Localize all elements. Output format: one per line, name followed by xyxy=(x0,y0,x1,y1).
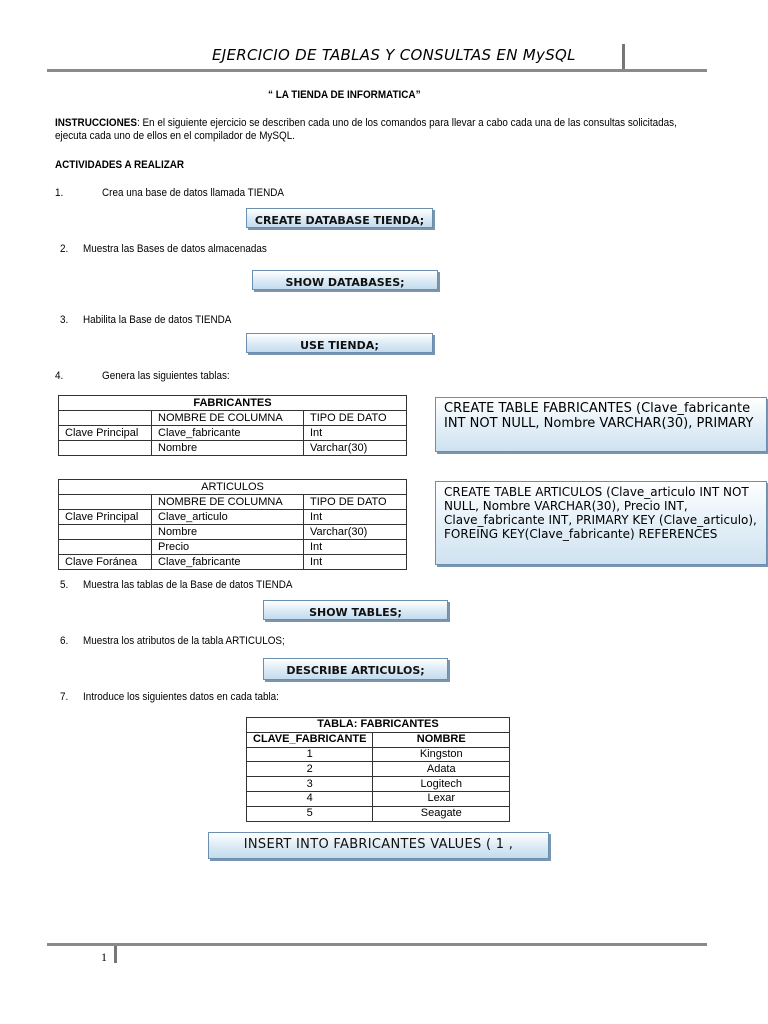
step-number: 6. xyxy=(60,635,69,647)
table-header: NOMBRE xyxy=(373,732,510,747)
articulos-definition-table xyxy=(58,479,407,570)
table-cell: Adata xyxy=(373,762,510,777)
table-cell: Kingston xyxy=(373,747,510,762)
table-cell: Nombre xyxy=(152,441,304,456)
step-number: 2. xyxy=(60,243,69,255)
table-cell: 3 xyxy=(247,777,373,792)
fabricantes-definition-table xyxy=(58,395,407,456)
step-text: Genera las siguientes tablas: xyxy=(102,370,230,382)
table-cell: 4 xyxy=(247,791,373,806)
table-row xyxy=(59,441,407,456)
describe-articulos-command[interactable]: DESCRIBE ARTICULOS; xyxy=(263,658,448,680)
table-cell: Lexar xyxy=(373,791,510,806)
page-number: 1 xyxy=(101,950,107,964)
step-text: Introduce los siguientes datos en cada tabla: xyxy=(83,691,279,703)
use-tienda-command[interactable]: USE TIENDA; xyxy=(246,333,433,353)
table-row xyxy=(59,426,407,441)
table-cell xyxy=(59,411,152,426)
step-text: Muestra las tablas de la Base de datos TIENDA xyxy=(83,579,293,591)
table-cell: Varchar(30) xyxy=(304,525,407,540)
table-cell xyxy=(59,525,152,540)
table-header: TIPO DE DATO xyxy=(304,495,407,510)
table-title: TABLA: FABRICANTES xyxy=(247,718,510,733)
table-row xyxy=(59,525,407,540)
document-subtitle: “ LA TIENDA DE INFORMATICA” xyxy=(268,89,421,101)
table-cell xyxy=(59,495,152,510)
show-tables-command[interactable]: SHOW TABLES; xyxy=(263,600,448,620)
table-row xyxy=(247,777,510,792)
table-cell: Int xyxy=(304,510,407,525)
table-row xyxy=(247,747,510,762)
table-row xyxy=(59,555,407,570)
step-text: Muestra los atributos de la tabla ARTICULOS; xyxy=(83,635,285,647)
create-table-articulos-command[interactable]: CREATE TABLE ARTICULOS (Clave_articulo INT NOT NULL, Nombre VARCHAR(30), Precio INT, Clave_fabricante INT, PRIMARY KEY (Clave_articulo), FOREING KEY(Clave_fabricante) REFERENCES xyxy=(435,481,767,565)
table-cell: Int xyxy=(304,426,407,441)
step-text: Muestra las Bases de datos almacenadas xyxy=(83,243,267,255)
step-number: 4. xyxy=(55,370,64,382)
step-text: Crea una base de datos llamada TIENDA xyxy=(102,187,284,199)
instructions-text: : En el siguiente ejercicio se describen cada uno de los comandos para llevar a cabo cada una de las consultas solicitadas, ejecuta cada uno de ellos en el compilador de MySQL. xyxy=(55,117,677,142)
table-cell: Clave_articulo xyxy=(152,510,304,525)
instructions-paragraph xyxy=(55,117,685,143)
table-row xyxy=(247,791,510,806)
step-number: 5. xyxy=(60,579,69,591)
table-cell: Precio xyxy=(152,540,304,555)
table-cell: Nombre xyxy=(152,525,304,540)
table-row xyxy=(247,806,510,821)
table-cell: Varchar(30) xyxy=(304,441,407,456)
table-header: NOMBRE DE COLUMNA xyxy=(152,411,304,426)
table-cell: 1 xyxy=(247,747,373,762)
table-header: CLAVE_FABRICANTE xyxy=(247,732,373,747)
table-cell: Clave Principal xyxy=(59,510,152,525)
table-row xyxy=(247,762,510,777)
activities-heading: ACTIVIDADES A REALIZAR xyxy=(55,159,185,171)
step-number: 7. xyxy=(60,691,69,703)
insert-fabricantes-command[interactable]: INSERT INTO FABRICANTES VALUES ( 1 , xyxy=(208,832,549,859)
table-row xyxy=(59,510,407,525)
page-title: EJERCICIO DE TABLAS Y CONSULTAS EN MySQL xyxy=(212,46,576,64)
table-header: TIPO DE DATO xyxy=(304,411,407,426)
table-row xyxy=(59,540,407,555)
table-cell: Clave_fabricante xyxy=(152,555,304,570)
table-header: NOMBRE DE COLUMNA xyxy=(152,495,304,510)
table-cell: Clave_fabricante xyxy=(152,426,304,441)
table-cell: Int xyxy=(304,540,407,555)
instructions-label: INSTRUCCIONES xyxy=(55,117,137,129)
table-cell: Clave Foránea xyxy=(59,555,152,570)
table-cell: 5 xyxy=(247,806,373,821)
footer-rule xyxy=(47,943,707,946)
step-text: Habilita la Base de datos TIENDA xyxy=(83,314,232,326)
step-number: 1. xyxy=(55,187,64,199)
fabricantes-data-table xyxy=(246,717,510,822)
step-number: 3. xyxy=(60,314,69,326)
header-bar xyxy=(622,44,625,70)
create-table-fabricantes-command[interactable]: CREATE TABLE FABRICANTES (Clave_fabricante INT NOT NULL, Nombre VARCHAR(30), PRIMARY xyxy=(435,397,767,452)
table-cell: Logitech xyxy=(373,777,510,792)
table-title: ARTICULOS xyxy=(59,480,407,495)
header-rule xyxy=(47,69,707,72)
table-cell xyxy=(59,540,152,555)
table-cell: 2 xyxy=(247,762,373,777)
table-cell xyxy=(59,441,152,456)
footer-bar xyxy=(114,946,117,963)
create-database-command[interactable]: CREATE DATABASE TIENDA; xyxy=(246,208,433,228)
table-title: FABRICANTES xyxy=(59,396,407,411)
table-cell: Seagate xyxy=(373,806,510,821)
table-cell: Clave Principal xyxy=(59,426,152,441)
table-cell: Int xyxy=(304,555,407,570)
show-databases-command[interactable]: SHOW DATABASES; xyxy=(252,270,438,290)
